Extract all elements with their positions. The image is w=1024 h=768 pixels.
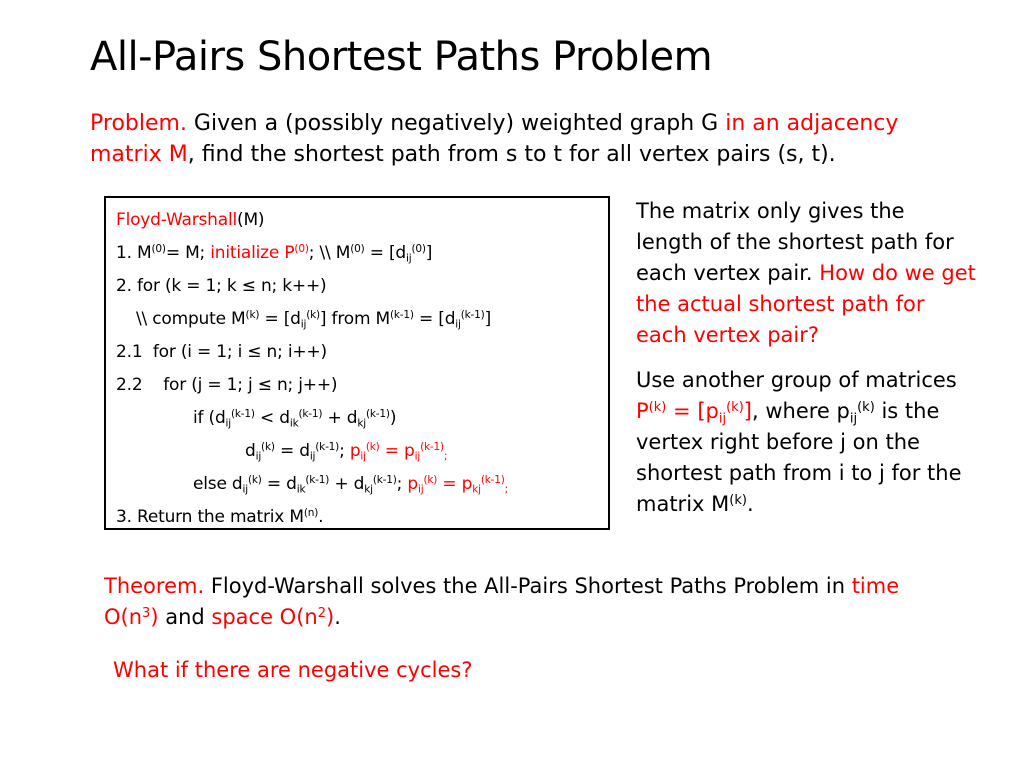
- algo-line-6: [116, 402, 608, 435]
- side-note-2-b: , where p: [752, 399, 850, 423]
- algo-l6-a-sub: ij: [225, 417, 231, 430]
- algo-line-5: 2.2 for (j = 1; j ≤ n; j++): [116, 375, 338, 395]
- theorem-text-a: Floyd-Warshall solves the All-Pairs Shortest Paths Problem in: [204, 574, 852, 598]
- algo-line-3: [116, 303, 608, 336]
- algo-l9-a-sup: (n): [303, 507, 319, 520]
- side-note-1-question: How do we get the actual shortest path for each vertex pair?: [636, 261, 976, 347]
- algo-line-1: [116, 237, 608, 270]
- algo-l6-a: if (d: [193, 408, 226, 428]
- algo-line-2: 2. for (k = 1; k ≤ n; k++): [116, 276, 327, 296]
- algo-l3-b: = [d: [259, 309, 301, 329]
- algo-l8-p2-sub: kj: [472, 483, 481, 496]
- algo-l6-a-sup: (k-1): [231, 408, 255, 421]
- theorem-space-end: ): [325, 605, 335, 629]
- side-note-2-p-label: P: [636, 399, 649, 423]
- theorem-space-sup: 2: [317, 605, 326, 621]
- algo-l1-d: = [d: [364, 243, 407, 263]
- algo-l7-p1: p: [349, 441, 361, 461]
- algo-l8-b-sup: (k-1): [305, 474, 330, 487]
- algo-l6-c: + d: [322, 408, 358, 428]
- algo-line-7: [116, 435, 608, 468]
- theorem-time-text: time O(n: [104, 574, 900, 629]
- algo-l1-c: ; \\ M: [308, 243, 351, 263]
- side-note-2-a: Use another group of matrices: [636, 368, 957, 392]
- algo-l3-e: ]: [484, 309, 492, 329]
- algo-line-header: [116, 204, 608, 237]
- algo-l3-d-sup: (k-1): [460, 309, 485, 322]
- algo-l8-p2: = p: [437, 474, 473, 494]
- algo-l3-a-sup: (k): [245, 309, 260, 322]
- algo-param: (M): [237, 210, 265, 230]
- side-note-2-b-sup: (k): [857, 399, 875, 415]
- algo-l8-a-sup: (k): [247, 474, 262, 487]
- algo-l6-c-sup: (k-1): [366, 408, 390, 421]
- problem-text-a: Given a (possibly negatively) weighted graph G: [186, 111, 726, 136]
- algo-l1-c-sup: (0): [350, 243, 365, 256]
- algo-l1-a: 1. M: [116, 243, 152, 263]
- algo-l6-b: < d: [254, 408, 290, 428]
- algo-l8-d: ;: [396, 474, 408, 494]
- algo-l8-p1-sup: (k): [423, 474, 438, 487]
- algo-l9-a: 3. Return the matrix M: [116, 507, 304, 527]
- theorem-time-end: ): [150, 605, 159, 629]
- algo-l7-b-sub: ij: [309, 450, 316, 463]
- algo-l3-b-sup: (k): [306, 309, 320, 322]
- algo-l7-p2-sub: ij: [414, 450, 421, 463]
- algo-l8-c: + d: [329, 474, 365, 494]
- algorithm-box: [104, 196, 610, 530]
- side-note-2-p-sup: (k): [648, 399, 667, 415]
- theorem-space: [211, 605, 334, 629]
- algo-l8-b: = d: [261, 474, 297, 494]
- algo-l7-c: ;: [339, 441, 350, 461]
- algo-l3-d: = [d: [413, 309, 456, 329]
- side-note-matrix-lengths: [636, 196, 976, 351]
- theorem-time-sup: 3: [142, 605, 151, 621]
- algo-l7-p3: ;: [443, 450, 448, 463]
- algo-l9-b: .: [318, 507, 324, 527]
- problem-statement: [90, 108, 940, 170]
- algo-l1-d-sub: ij: [406, 252, 412, 265]
- algo-l1-b: = M;: [165, 243, 211, 263]
- theorem-label: Theorem.: [104, 574, 205, 598]
- algo-l3-d-sub: ij: [455, 318, 461, 331]
- side-note-2-p-sup2: (k): [726, 399, 744, 415]
- algo-l8-p1: p: [407, 474, 418, 494]
- theorem-and: and: [158, 605, 212, 629]
- algo-l7-p2: = p: [379, 441, 415, 461]
- algo-l7-pred-update: [350, 441, 447, 461]
- algo-l8-a: else d: [193, 474, 243, 494]
- side-note-2-c: is the vertex right before j on the shortest path from i to j for the matrix M: [636, 399, 962, 516]
- algo-l8-b-sub: ik: [296, 483, 306, 496]
- theorem-space-text: space O(n: [211, 605, 318, 629]
- algo-l7-p2-sup: (k-1): [420, 441, 444, 454]
- algo-l7-b-sup: (k-1): [315, 441, 340, 454]
- algo-l3-c-sup: (k-1): [389, 309, 414, 322]
- algo-l8-a-sub: ij: [242, 483, 248, 496]
- theorem-statement: [104, 571, 954, 633]
- algo-l6-b-sub: ik: [289, 417, 299, 430]
- algo-l3-a: \\ compute M: [136, 309, 246, 329]
- algo-l7-p1-sup: (k): [365, 441, 380, 454]
- algo-l6-b-sup: (k-1): [298, 408, 323, 421]
- problem-label: Problem.: [90, 111, 187, 136]
- algo-line-4: 2.1 for (i = 1; i ≤ n; i++): [116, 342, 327, 362]
- side-note-2-p-matrix: [636, 399, 752, 427]
- algo-l7-b: = d: [274, 441, 310, 461]
- algo-l3-b-sub: ij: [300, 318, 307, 331]
- algo-line-8: [116, 468, 608, 501]
- theorem-end: .: [334, 605, 341, 629]
- algo-l7-p1-sub: ij: [360, 450, 366, 463]
- algo-l8-p1-sub: ij: [418, 483, 424, 496]
- algo-l1-init-sup: (0): [294, 243, 309, 256]
- side-note-2-p-sub: ij: [718, 411, 727, 427]
- algo-l7-a-sup: (k): [261, 441, 275, 454]
- algo-l8-pred-update: [407, 474, 508, 494]
- side-note-2-p-mid: = [p: [666, 399, 719, 423]
- algo-l1-init-label: initialize P: [210, 243, 295, 263]
- algo-l1-init: [210, 243, 308, 263]
- algo-l8-c-sup: (k-1): [372, 474, 397, 487]
- algo-name: Floyd-Warshall: [116, 210, 238, 230]
- algo-l8-p2-sup: (k-1): [480, 474, 505, 487]
- negative-cycles-question: What if there are negative cycles?: [113, 658, 473, 682]
- algo-l1-e: ]: [425, 243, 433, 263]
- algo-line-9: [116, 501, 608, 534]
- algo-l1-d-sup: (0): [411, 243, 426, 256]
- problem-highlight: in an adjacency matrix M: [90, 111, 899, 167]
- algo-l6-c-sub: kj: [357, 417, 366, 430]
- algo-l3-c: ] from M: [319, 309, 390, 329]
- algo-l8-p3: ;: [504, 483, 509, 496]
- side-note-1-text: The matrix only gives the length of the shortest path for each vertex pair.: [636, 199, 954, 285]
- algo-l7-a-sub: ij: [255, 450, 262, 463]
- side-note-predecessor-matrices: [636, 365, 976, 520]
- algo-l7-a: d: [245, 441, 256, 461]
- algo-l8-c-sub: kj: [364, 483, 373, 496]
- side-note-2-d: .: [746, 492, 754, 516]
- problem-text-b: , find the shortest path from s to t for all vertex pairs (s, t).: [187, 142, 836, 167]
- side-note-2-p-end: ]: [743, 399, 752, 423]
- side-note-2-c-sup: (k): [729, 492, 747, 508]
- algo-l6-d: ): [389, 408, 397, 428]
- algo-l1-a-sup: (0): [151, 243, 166, 256]
- slide-title: All-Pairs Shortest Paths Problem: [90, 34, 713, 80]
- side-note-2-b-sub: ij: [849, 411, 858, 427]
